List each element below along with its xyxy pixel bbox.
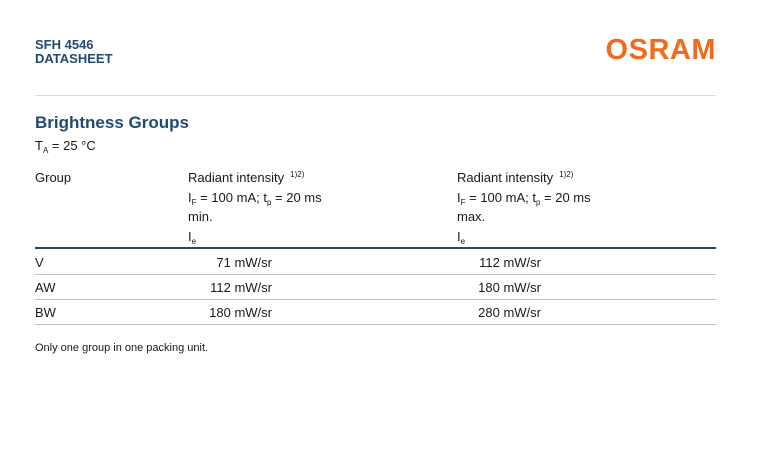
section-title: Brightness Groups xyxy=(35,113,189,132)
column-title: Radiant intensity xyxy=(457,170,554,185)
max-column-header xyxy=(457,168,591,246)
test-condition: $I_F = 100$ mA; $t_p = 20$ ms xyxy=(188,189,322,207)
table-row xyxy=(35,275,716,300)
min-value-cell: 180 mW/sr xyxy=(209,305,272,320)
symbol-label: $I_e$ xyxy=(457,228,466,246)
column-title: Radiant intensity xyxy=(188,170,285,185)
brand-logo: OSRAM xyxy=(605,34,716,66)
condition-symbol: T xyxy=(35,138,43,153)
table-row xyxy=(35,300,716,325)
limit-label: min. xyxy=(188,209,213,224)
table-row xyxy=(35,250,716,275)
min-column-header xyxy=(188,168,322,246)
limit-label: max. xyxy=(457,209,486,224)
group-cell: BW xyxy=(35,305,56,320)
group-column-header: Group xyxy=(35,170,72,185)
document-type: DATASHEET xyxy=(35,51,113,66)
max-value-cell: 180 mW/sr xyxy=(478,280,541,295)
product-name: SFH 4546 xyxy=(35,37,94,52)
packing-note: Only one group in one packing unit. xyxy=(35,342,209,354)
test-condition: $I_F = 100$ mA; $t_p = 20$ ms xyxy=(457,189,591,207)
max-value-cell: 280 mW/sr xyxy=(478,305,541,320)
table-header-rule xyxy=(35,247,716,249)
condition-subscript: A xyxy=(42,146,49,155)
document-identifier xyxy=(35,38,113,66)
min-value-cell: 112 mW/sr xyxy=(210,280,272,295)
footnote-ref: 1)2) xyxy=(559,170,574,179)
footnote-ref: 1)2) xyxy=(290,170,305,179)
min-value-cell: 71 mW/sr xyxy=(216,255,272,270)
header-divider xyxy=(35,95,716,96)
group-cell: V xyxy=(35,255,44,270)
condition-value: = 25 °C xyxy=(48,138,96,153)
symbol-label: $I_e$ xyxy=(188,228,197,246)
temperature-condition xyxy=(35,138,96,153)
max-value-cell: 112 mW/sr xyxy=(479,255,541,270)
group-cell: AW xyxy=(35,280,56,295)
